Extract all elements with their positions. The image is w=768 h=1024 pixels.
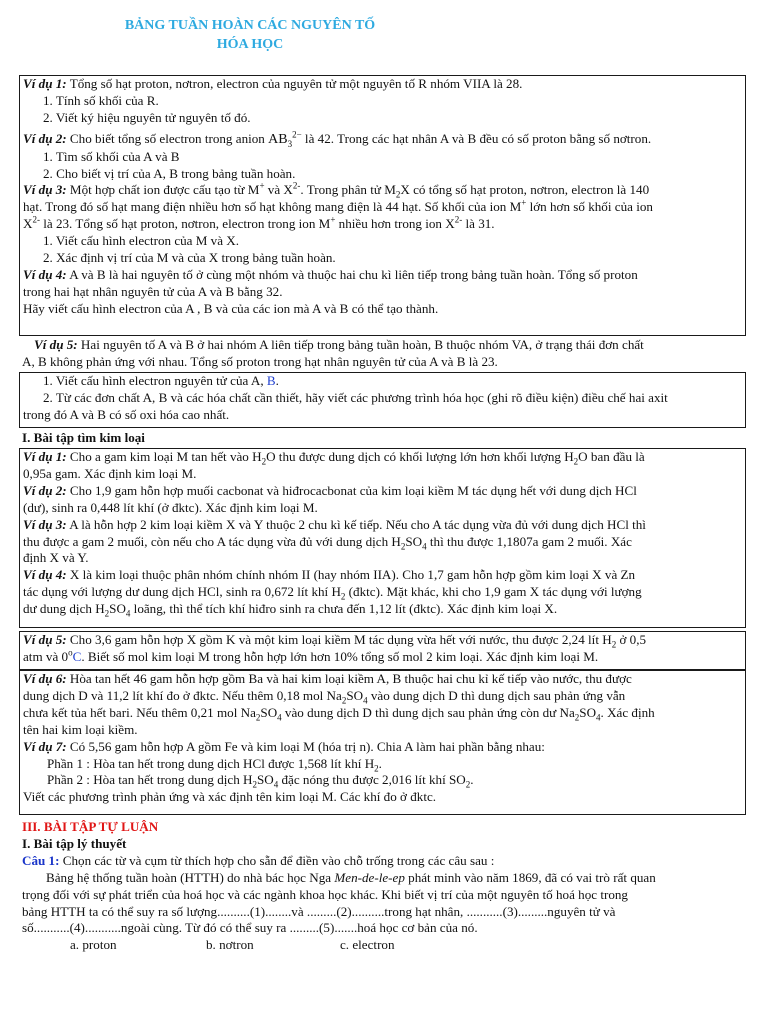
- example-label: Ví dụ 1:: [23, 76, 67, 91]
- section-heading-essay: [22, 819, 746, 954]
- question-1-options: [22, 937, 746, 954]
- metal-example-7-task: Viết các phương trình phản ứng và xác định tên kim loại M. Các khí đo ở đktc.: [23, 789, 437, 805]
- title-line-2: HÓA HỌC: [216, 37, 284, 52]
- option-b: b. nơtron: [206, 937, 254, 953]
- title-line-1: BẢNG TUẦN HOÀN CÁC NGUYÊN TỐ: [124, 18, 376, 33]
- metal-example-7-part-1: Phần 1 : Hòa tan hết trong dung dịch HCl được 1,568 lít khí $H_2$.: [47, 755, 382, 774]
- example-1-question-1: 1. Tính số khối của R.: [43, 92, 159, 108]
- page-title: [0, 16, 500, 54]
- examples-box-2: [19, 372, 746, 428]
- metal-example-3: Ví dụ 3: A là hỗn hợp 2 kim loại kiềm X và Y thuộc 2 chu kì kế tiếp. Nếu cho A tác dụng vừa đủ với dung dịch HCl thì thu được a gam 2 muối, còn nếu cho A tác dụng vừa đủ với dung dịch $H_2SO_4$ thì thu được 1,1807a gam 2 muối. Xác định X và Y.: [23, 516, 646, 566]
- example-4: Ví dụ 4: A và B là hai nguyên tố ở cùng một nhóm và thuộc hai chu kì liên tiếp trong bảng tuần hoàn. Tổng số proton trong hai hạt nhân nguyên tử của A và B bằng 32. Hãy viết cấu hình electron của A , B và của các ion mà A và B có thể tạo thành.: [23, 266, 638, 316]
- example-2-question-1: 1. Tìm số khối của A và B: [43, 148, 180, 164]
- example-2-question-2: 2. Cho biết vị trí của A, B trong bảng tuần hoàn.: [43, 165, 296, 181]
- metal-example-7: Ví dụ 7: Có 5,56 gam hỗn hợp A gồm Fe và kim loại M (hóa trị n). Chia A làm hai phần bằng nhau:: [23, 738, 545, 754]
- example-1: Ví dụ 1: Tổng số hạt proton, nơtron, electron của nguyên tử một nguyên tố R nhóm VIIA là 28.: [23, 76, 523, 91]
- examples-box-1: [19, 75, 746, 336]
- metal-example-5: Ví dụ 5: Cho 3,6 gam hỗn hợp X gồm K và một kim loại kiềm M tác dụng vừa hết với nước, thu được 2,24 lít $H_2$ ở 0,5 atm và 0$^o$C. Biết số mol kim loại M trong hỗn hợp lớn hơn 10% tổng số mol 2 kim loại. Xác định kim loại M.: [23, 632, 647, 664]
- example-3: Ví dụ 3: Một hợp chất ion được cấu tạo từ M+ và $X^{2-}$. Trong phân tử $M_2X$ có tổng số hạt proton, nơtron, electron là 140 hạt. Trong đó số hạt mang điện nhiều hơn số hạt không mang điện là 44 hạt. Số khối của ion M+ lớn hơn số khối của ion $X^{2-}$ là 23. Tổng số hạt proton, nơtron, electron trong ion M+ nhiều hơn trong ion $X^{2-}$ là 31.: [23, 181, 653, 232]
- example-5-question-2: 2. Từ các đơn chất A, B và các hóa chất cần thiết, hãy viết các phương trình hóa học (ghi rõ điều kiện) điều chế hai axit trong đó A và B có số oxi hóa cao nhất.: [23, 389, 668, 422]
- example-5: Ví dụ 5: Hai nguyên tố A và B ở hai nhóm A liên tiếp trong bảng tuần hoàn, B thuộc nhóm VA, ở trạng thái đơn chất A, B không phản ứng với nhau. Tổng số proton trong hạt nhân nguyên tử của A và B là 23.: [22, 337, 644, 369]
- examples-box-4: [19, 631, 746, 670]
- option-c: c. electron: [340, 937, 395, 953]
- example-3-question-1: 1. Viết cấu hình electron của M và X.: [43, 233, 240, 249]
- metal-example-7-part-2: Phần 2 : Hòa tan hết trong dung dịch $H_2SO_4$ đặc nóng thu được 2,016 lít khí $SO_2$.: [47, 772, 474, 791]
- question-1-passage: Bảng hệ thống tuần hoàn (HTTH) do nhà bác học Nga Men-de-le-ep phát minh vào năm 1869, đã có vai trò rất quan trọng đối với sự phát triển của hoá học và các ngành khoa học khác. Khi biết vị trí của một nguyên tố hoá học trong bảng HTTH ta có thể suy ra số lượng..........(1)........và .........(2)..........trong hạt nhân, ...........(3).........nguyên tử và số...........(4)...........ngoài cùng. Từ đó có thể suy ra .........(5).......hoá học cơ bản của nó.: [22, 869, 656, 936]
- section-3-subtitle: I. Bài tập lý thuyết: [22, 835, 127, 851]
- example-2: Ví dụ 2: Cho biết tổng số electron trong anion $AB_3^{2-}$ là 42. Trong các hạt nhân A và B đều có số proton bằng số nơtron.: [23, 129, 652, 149]
- option-a: a. proton: [70, 937, 117, 953]
- metal-example-2: Ví dụ 2: Cho 1,9 gam hỗn hợp muối cacbonat và hiđrocacbonat của kim loại kiềm M tác dụng hết với dung dịch HCl (dư), sinh ra 0,448 lít khí (ở đktc). Xác định kim loại M.: [23, 482, 637, 515]
- metal-example-1: Ví dụ 1: Cho a gam kim loại M tan hết vào $H_2O$ thu được dung dịch có khối lượng lớn hơn khối lượng $H_2O$ ban đầu là 0,95a gam. Xác định kim loại M.: [23, 449, 645, 481]
- section-3-title: III. BÀI TẬP TỰ LUẬN: [22, 819, 159, 834]
- anion-formula: $AB_3^{2-}$: [268, 129, 302, 149]
- examples-box-5: [19, 670, 746, 815]
- section-heading-metal: I. Bài tập tìm kim loại: [22, 430, 145, 445]
- examples-box-3: [19, 448, 746, 628]
- example-5-question-1: 1. Viết cấu hình electron nguyên tử của A, B.: [43, 373, 279, 388]
- question-1-intro: Câu 1: Chọn các từ và cụm từ thích hợp cho sẵn để điền vào chỗ trống trong các câu sau :: [22, 852, 495, 868]
- metal-example-4: Ví dụ 4: X là kim loại thuộc phân nhóm chính nhóm II (hay nhóm IIA). Cho 1,7 gam hỗn hợp gồm kim loại X và Zn tác dụng với lượng dư dung dịch HCl, sinh ra 0,672 lít khí $H_2$ (đktc). Mặt khác, khi cho 1,9 gam X tác dụng với lượng dư dung dịch $H_2SO_4$ loãng, thì thể tích khí hiđro sinh ra chưa đến 1,12 lít (đktc). Xác định kim loại X.: [23, 567, 642, 619]
- metal-example-6: Ví dụ 6: Hòa tan hết 46 gam hỗn hợp gồm Ba và hai kim loại kiềm A, B thuộc hai chu kỉ kế tiếp vào nước, thu được dung dịch D và 11,2 lít khí đo ở đktc. Nếu thêm 0,18 mol $Na_2SO_4$ vào dung dịch D thì dung dịch sau phản ứng vẫn chưa kết tủa hết bari. Nếu thêm 0,21 mol $Na_2SO_4$ vào dung dịch D thì dung dịch sau phản ứng còn dư $Na_2SO_4$. Xác định tên hai kim loại kiềm.: [23, 671, 655, 737]
- example-3-question-2: 2. Xác định vị trí của M và của X trong bảng tuần hoàn.: [43, 250, 336, 266]
- example-1-question-2: 2. Viết ký hiệu nguyên tử nguyên tố đó.: [43, 109, 251, 125]
